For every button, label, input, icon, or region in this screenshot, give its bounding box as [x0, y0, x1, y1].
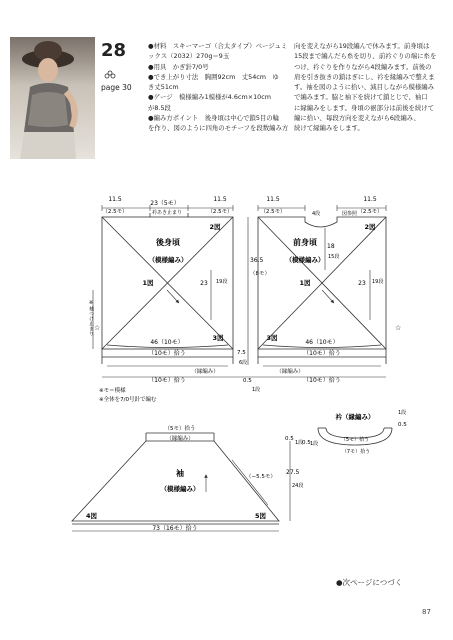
spec-line: を作り、図のように四角のモチーフを段数編み方: [148, 124, 289, 133]
page-reference: page 30: [101, 83, 132, 92]
svg-text:46（10モ）: 46（10モ）: [150, 339, 184, 346]
spec-line: が8.5段: [148, 103, 171, 112]
svg-text:（10モ）拾う: （10モ）拾う: [148, 350, 186, 357]
svg-text:1段: 1段: [252, 387, 261, 393]
svg-text:1図: 1図: [142, 279, 154, 287]
legend-line: ※全体を7/0号針で編む: [99, 397, 157, 403]
spec-line: ●でき上がり寸法 胸囲92cm 丈54cm ゆ: [148, 72, 279, 81]
svg-text:（8モ）: （8モ）: [250, 271, 270, 277]
svg-text:0.5: 0.5: [285, 436, 294, 442]
spec-line: ●ゲージ 模様編み1模様が4.6cm×10cm: [148, 93, 271, 102]
svg-text:73（16モ）拾う: 73（16モ）拾う: [152, 525, 198, 532]
svg-text:7.5: 7.5: [237, 350, 246, 356]
star-icon: ☆: [94, 324, 101, 332]
svg-text:1段: 1段: [398, 410, 407, 416]
instruction-line: 編に拾い、毎段方向を変えながら6段編み、: [294, 114, 420, 123]
svg-text:（7モ）拾う: （7モ）拾う: [341, 449, 371, 455]
svg-text:1段: 1段: [310, 441, 319, 447]
svg-text:（2.5モ）: （2.5モ）: [207, 209, 233, 215]
svg-text:（縁編み）: （縁編み）: [191, 369, 219, 375]
svg-text:11.5: 11.5: [266, 196, 280, 203]
spec-line: ックス（2032）270g＝9玉: [148, 52, 230, 61]
svg-text:（10モ）拾う: （10モ）拾う: [303, 350, 341, 357]
svg-text:（5モ）拾う: （5モ）拾う: [164, 426, 196, 432]
instruction-line: 15段まで編んだら糸を切り、前衿ぐりの端に糸を: [294, 52, 437, 61]
page-number: 87: [422, 608, 431, 616]
svg-text:0.5: 0.5: [302, 440, 311, 446]
svg-text:18: 18: [327, 243, 335, 250]
back-title: 後身頃: [156, 238, 180, 247]
svg-text:24段: 24段: [292, 483, 304, 489]
back-top-left-dim: 11.5: [108, 196, 122, 203]
svg-text:（−5.5モ）: （−5.5モ）: [246, 474, 276, 480]
svg-text:23: 23: [200, 280, 208, 287]
svg-text:15段: 15段: [328, 254, 340, 260]
svg-text:（模様編み）: （模様編み）: [285, 256, 325, 264]
svg-text:27.5: 27.5: [286, 469, 300, 476]
svg-text:（縁編み）: （縁編み）: [166, 436, 194, 442]
svg-text:2図: 2図: [209, 223, 221, 231]
svg-text:（縁編み）: （縁編み）: [276, 369, 304, 375]
svg-text:23: 23: [358, 280, 366, 287]
continue-next-page: ●次ページにつづく: [336, 578, 403, 587]
svg-text:11.5: 11.5: [363, 196, 377, 203]
front-title: 前身頃: [293, 238, 317, 247]
instruction-line: 続けて縁編みをします。: [294, 124, 364, 133]
svg-text:0.5: 0.5: [398, 422, 407, 428]
svg-text:（2.5モ）: （2.5モ）: [357, 209, 383, 215]
instruction-line: に縁編みをします。身頃の裾部分は前後を続けて: [294, 103, 435, 112]
sleeve-attach-note: ※袖つけ止まり: [88, 300, 94, 336]
svg-text:1図: 1図: [299, 279, 311, 287]
svg-text:図参照: 図参照: [342, 211, 358, 217]
spec-line: ●編み方ポイント 後身頃は中心で鎖5目の輪: [148, 114, 280, 123]
svg-text:4段: 4段: [312, 211, 321, 217]
svg-text:（模様編み）: （模様編み）: [148, 256, 188, 264]
collar-title: 衿（縁編み）: [335, 413, 375, 421]
instruction-line: で編みます。脇と袖下を続けて鎖とじで、袖口: [294, 93, 428, 102]
spec-line: き丈51cm: [148, 83, 179, 92]
svg-text:19段: 19段: [372, 279, 384, 285]
legend-line: ※モ＝模様: [99, 388, 126, 394]
svg-text:（10モ）拾う: （10モ）拾う: [303, 377, 341, 384]
instruction-line: す。袖を図のように拾い、減目しながら模様編み: [294, 83, 435, 92]
spec-line: ●用具 かぎ針7/0号: [148, 62, 209, 71]
svg-text:衿あき止まり: 衿あき止まり: [151, 210, 183, 216]
svg-text:19段: 19段: [216, 279, 228, 285]
svg-text:2図: 2図: [364, 223, 376, 231]
svg-text:36.5: 36.5: [250, 257, 264, 264]
svg-text:23（5モ）: 23（5モ）: [150, 200, 180, 207]
svg-text:（10モ）拾う: （10モ）拾う: [148, 377, 186, 384]
instruction-line: 向を変えながら19段編んで休みます。前身頃は: [294, 42, 430, 50]
svg-text:6段: 6段: [239, 360, 248, 366]
spec-line: ●材料 スキーマーゴ（合太タイプ）ベージュミ: [148, 42, 288, 50]
svg-text:46（10モ）: 46（10モ）: [305, 339, 339, 346]
sleeve-title: 袖: [176, 469, 184, 478]
svg-text:3図: 3図: [212, 334, 224, 342]
svg-text:（2.5モ）: （2.5モ）: [102, 209, 128, 215]
star-icon: ☆: [395, 324, 402, 332]
svg-text:11.5: 11.5: [213, 196, 227, 203]
svg-text:4図: 4図: [86, 512, 98, 520]
instruction-line: つけ、衿ぐりを作りながら4段編みます。前後の: [294, 62, 432, 71]
pattern-number: 28: [101, 40, 127, 61]
svg-text:（5モ）拾う: （5モ）拾う: [340, 437, 370, 443]
svg-text:1段: 1段: [295, 440, 304, 446]
svg-text:5図: 5図: [255, 512, 267, 520]
svg-text:3図: 3図: [266, 334, 278, 342]
instruction-line: 肩を引き抜きの鎖はぎにし、衿を縁編みで整えま: [294, 72, 435, 81]
svg-text:0.5: 0.5: [243, 378, 252, 384]
svg-text:（2.5モ）: （2.5モ）: [260, 209, 286, 215]
svg-text:（模様編み）: （模様編み）: [160, 485, 200, 493]
